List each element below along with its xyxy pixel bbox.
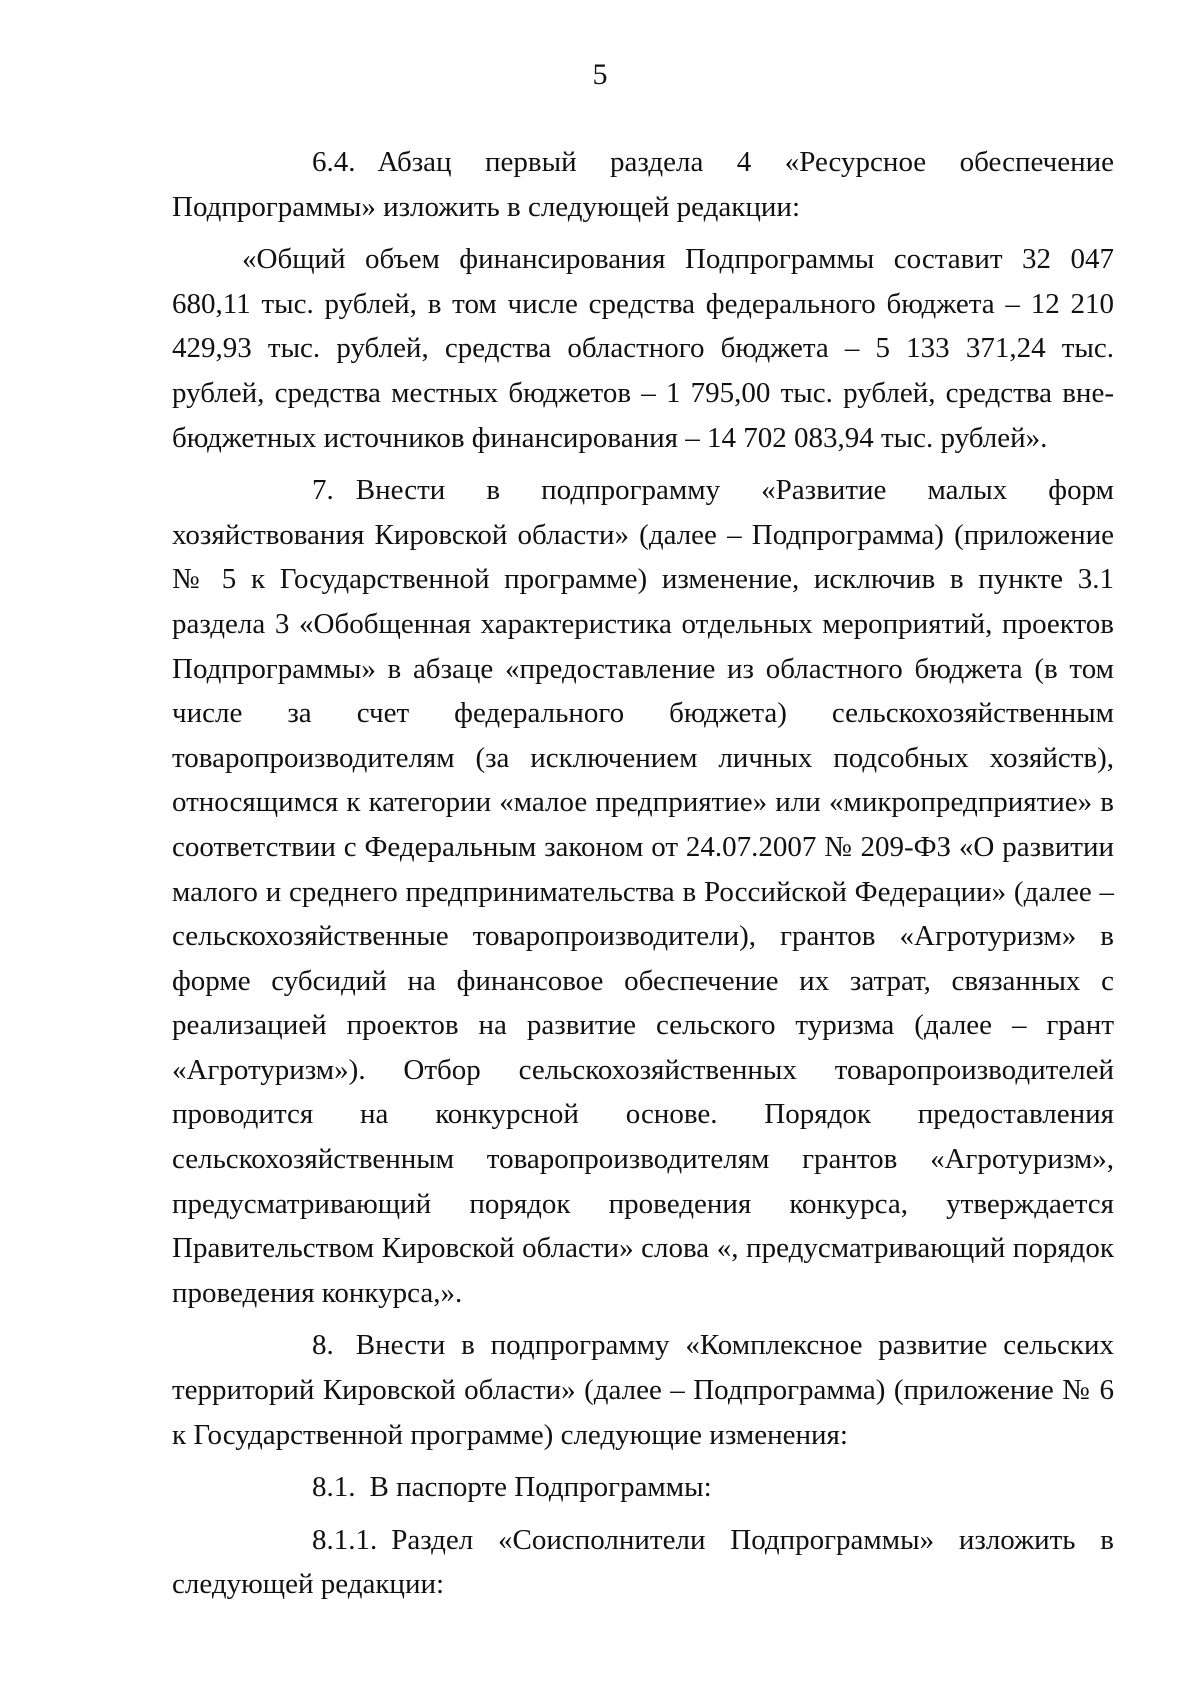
paragraph-8 (172, 1323, 1114, 1457)
paragraph-8-1-1 (172, 1518, 1114, 1607)
paragraph-number: 8.1. (312, 1471, 356, 1504)
paragraph-number: 8.1.1. (312, 1523, 378, 1556)
paragraph-number: 6.4. (312, 146, 356, 178)
paragraph-number: 7. (312, 474, 334, 507)
paragraph-text: Раздел «Соисполнители Подпрограммы» изложить в следующей редакции: (172, 1523, 1114, 1601)
paragraph-7 (172, 468, 1114, 1315)
paragraph-text: Абзац первый раздела 4 «Ресурсное обеспечение Подпрограммы» изложить в следующей редакции: (172, 146, 1114, 223)
paragraph-text: Внести в подпрограмму «Развитие малых форм хозяйствования Кировской области» (далее – Подпрограмма) (приложение № 5 к Государственной программе) изменение, исключив в пункте 3.1 раздела 3 «Обобщенная характеристика отдельных мероприятий, проектов Подпрограммы» в абзаце «предоставление из областного бюджета (в том числе за счет федерального бюджета) сельскохозяйственным товаропроизводителям (за исключением личных подсобных хозяйств), относящимся к категории «малое предприятие» или «микропредприятие» в соответствии с Федеральным законом от 24.07.2007 № 209-ФЗ «О развитии малого и среднего предпринимательства в Российской Федерации» (далее – сельскохозяйственные товаропроизводители), грантов «Агротуризм» в форме субсидий на финансовое обеспечение их затрат, связанных с реализацией проектов на развитие сельского туризма (далее – грант «Агротуризм»). Отбор сельскохозяйственных товаропроизводителей проводится на конкурсной основе. Порядок предоставления сельскохозяйственным товаропроизводителям грантов «Агротуризм», предусматривающий порядок проведения конкурса, утверждается Правительством Кировской области» слова «, предусматривающий порядок проведения конкурса,». (172, 474, 1114, 1309)
paragraph-6-4 (172, 140, 1114, 229)
paragraph-number: 8. (312, 1329, 334, 1362)
paragraph-text: В паспорте Подпрограммы: (369, 1471, 712, 1504)
paragraph-8-1 (172, 1465, 1114, 1510)
document-body (172, 140, 1114, 1615)
page-number: 5 (592, 58, 608, 91)
paragraph-financing-quote (172, 237, 1114, 460)
paragraph-text: «Общий объем финансирования Подпрограммы составит 32 047 680,11 тыс. рублей, в том числе средства федерального бюджета – 12 210 429,93 тыс. рублей, средства областного бюджета – 5 133 371,24 тыс. рублей, средства местных бюджетов – 1 795,00 тыс. рублей, средства внебюджетных источников финансирования – 14 702 083,94 тыс. рублей». (172, 243, 1114, 454)
paragraph-text: Внести в подпрограмму «Комплексное развитие сельских территорий Кировской области» (далее – Подпрограмма) (приложение № 6 к Государственной программе) следующие изменения: (172, 1329, 1114, 1451)
